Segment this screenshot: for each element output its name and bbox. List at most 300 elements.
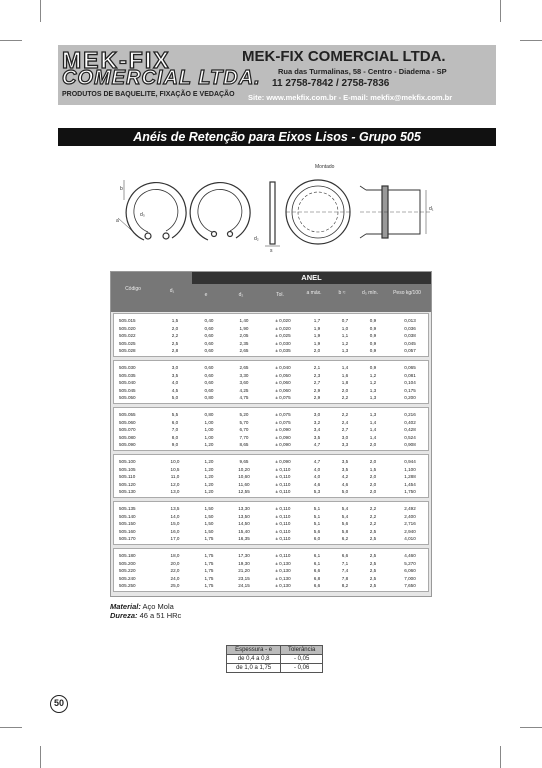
label-d2: d₂ <box>254 236 259 242</box>
table-row <box>114 529 430 535</box>
table-cell: 1,20 <box>204 474 214 479</box>
table-cell: 23,15 <box>238 575 250 581</box>
table-cell: 1,3 <box>341 348 349 353</box>
table-cell: ± 0,110 <box>275 506 291 511</box>
table-row <box>114 427 430 433</box>
table-cell: 2,7 <box>313 380 321 385</box>
table-cell: 5,1 <box>313 513 321 519</box>
row-group <box>113 313 429 357</box>
label-s: s <box>270 248 273 254</box>
table-cell: ± 0,110 <box>275 474 291 479</box>
table-cell: 1,750 <box>404 489 416 494</box>
table-row <box>114 459 430 465</box>
table-cell: ± 0,110 <box>275 521 291 526</box>
table-cell: 0,9 <box>369 318 377 323</box>
table-cell: 0,40 <box>204 318 214 323</box>
label-d3: d₃ <box>140 212 145 218</box>
table-cell: 0,175 <box>404 387 416 393</box>
table-cell: 505.040 <box>119 380 136 385</box>
table-cell: 4,010 <box>404 536 416 541</box>
table-cell: 505.025 <box>119 340 136 346</box>
table-cell: 1,454 <box>404 481 416 487</box>
table-cell: 4,25 <box>239 387 249 393</box>
table-cell: ± 0,060 <box>275 380 291 385</box>
table-cell: 505.150 <box>119 521 136 526</box>
row-group <box>113 454 429 498</box>
table-cell: 505.030 <box>119 365 136 370</box>
table-row <box>114 318 430 324</box>
table-cell: 505.120 <box>119 481 136 487</box>
table-row <box>114 521 430 527</box>
crop-mark <box>520 727 542 728</box>
table-cell: 3,5 <box>341 459 349 464</box>
table-cell: 2,0 <box>369 481 377 487</box>
table-cell: 505.020 <box>119 325 136 331</box>
table-cell: 11,0 <box>170 474 180 479</box>
table-cell: 2,4 <box>341 419 349 425</box>
tol-cell: de 0,4 a 0,8 <box>227 655 281 664</box>
table-cell: 505.200 <box>119 560 136 566</box>
table-row <box>114 506 430 512</box>
table-cell: 1,50 <box>204 513 214 519</box>
table-cell: ± 0,075 <box>275 412 291 417</box>
table-row <box>114 388 430 394</box>
table-cell: 0,60 <box>204 372 214 378</box>
table-cell: 1,2 <box>341 340 349 346</box>
table-row <box>114 514 430 520</box>
table-cell: 2,0 <box>369 474 377 479</box>
table-cell: 0,60 <box>204 325 214 331</box>
table-cell: 4,460 <box>404 553 416 558</box>
table-cell: ± 0,075 <box>275 395 291 400</box>
table-row <box>114 348 430 354</box>
table-row <box>114 489 430 495</box>
table-cell: 505.022 <box>119 333 136 338</box>
table-cell: 2,9 <box>313 387 321 393</box>
label-d1: d₁ <box>429 206 434 212</box>
col-codigo: Código <box>125 286 141 292</box>
table-cell: 2,2 <box>369 513 377 519</box>
table-cell: 1,4 <box>369 427 377 432</box>
table-cell: 0,60 <box>204 348 214 353</box>
table-cell: 1,90 <box>239 325 249 331</box>
table-cell: 0,80 <box>204 412 214 417</box>
table-cell: 2,65 <box>239 365 249 370</box>
table-cell: 3,2 <box>313 419 321 425</box>
table-cell: 12,55 <box>238 489 250 494</box>
retaining-ring-diagram <box>110 160 440 255</box>
table-cell: 17,0 <box>170 536 180 541</box>
table-cell: 4,0 <box>313 466 321 472</box>
table-cell: 21,20 <box>238 568 250 573</box>
table-cell: 2,0 <box>369 442 377 447</box>
table-cell: 13,30 <box>238 506 250 511</box>
crop-mark <box>40 746 41 768</box>
table-cell: 0,524 <box>404 434 416 440</box>
table-cell: 5,20 <box>239 412 249 417</box>
table-cell: 1,9 <box>313 325 321 331</box>
table-cell: 2,2 <box>369 506 377 511</box>
table-cell: 505.160 <box>119 528 136 534</box>
table-cell: ± 0,035 <box>275 348 291 353</box>
table-cell: 3,0 <box>341 434 349 440</box>
table-cell: 17,30 <box>238 553 250 558</box>
table-cell: 6,060 <box>404 568 416 573</box>
table-cell: 1,5 <box>171 318 179 323</box>
table-cell: 2,5 <box>369 536 377 541</box>
page-title: Anéis de Retenção para Eixos Lisos - Grupo 505 <box>58 128 496 146</box>
table-cell: 2,3 <box>313 372 321 378</box>
table-cell: ± 0,110 <box>275 536 291 541</box>
table-cell: 5,0 <box>171 395 179 400</box>
table-cell: 4,5 <box>171 387 179 393</box>
table-cell: 4,0 <box>313 474 321 479</box>
table-cell: 1,20 <box>204 459 214 464</box>
table-cell: 1,00 <box>204 427 214 432</box>
table-cell: 15,40 <box>238 528 250 534</box>
table-cell: 2,35 <box>239 340 249 346</box>
table-cell: 0,9 <box>369 340 377 346</box>
table-cell: 5,4 <box>341 506 349 511</box>
table-cell: 1,0 <box>341 325 349 331</box>
table-cell: ± 0,110 <box>275 466 291 472</box>
table-cell: 0,104 <box>404 380 416 385</box>
table-cell: 5,5 <box>171 412 179 417</box>
table-cell: ± 0,020 <box>275 325 291 331</box>
table-cell: 1,4 <box>369 434 377 440</box>
table-cell: 7,0 <box>171 427 179 432</box>
table-cell: 4,6 <box>313 481 321 487</box>
table-cell: 3,5 <box>171 372 179 378</box>
table-cell: 0,9 <box>369 365 377 370</box>
tol-header-tolerancia: Tolerância <box>281 646 323 655</box>
table-cell: 5,6 <box>313 528 321 534</box>
table-cell: 5,6 <box>341 521 349 526</box>
table-cell: 6,0 <box>313 536 321 541</box>
row-group <box>113 548 429 592</box>
row-group <box>113 501 429 545</box>
table-cell: 2,940 <box>404 528 416 534</box>
table-cell: 2,5 <box>369 583 377 588</box>
table-cell: 24,0 <box>170 575 180 581</box>
table-cell: 1,100 <box>404 466 416 472</box>
table-cell: ± 0,090 <box>275 427 291 432</box>
table-cell: ± 0,130 <box>275 583 291 588</box>
table-cell: 2,0 <box>341 387 349 393</box>
table-cell: 2,5 <box>171 340 179 346</box>
table-cell: 7,000 <box>404 575 416 581</box>
label-b: b <box>120 186 123 192</box>
table-cell: 4,0 <box>171 380 179 385</box>
table-cell: ± 0,090 <box>275 442 291 447</box>
table-cell: 5,270 <box>404 560 416 566</box>
table-cell: ± 0,050 <box>275 372 291 378</box>
table-cell: 5,1 <box>313 506 321 511</box>
table-cell: 10,5 <box>170 466 180 472</box>
table-cell: 0,428 <box>404 427 416 432</box>
table-cell: 5,8 <box>341 528 349 534</box>
table-cell: 10,60 <box>238 474 250 479</box>
table-cell: ± 0,025 <box>275 333 291 338</box>
table-cell: ± 0,130 <box>275 568 291 573</box>
tol-cell: - 0,06 <box>281 664 323 673</box>
table-cell: 2,7 <box>341 427 349 432</box>
table-cell: 505.130 <box>119 489 136 494</box>
company-phones: 11 2758-7842 / 2758-7836 <box>272 78 390 89</box>
table-cell: 2,5 <box>369 575 377 581</box>
table-row <box>114 568 430 574</box>
company-address: Rua das Turmalinas, 58 - Centro - Diadema - SP <box>278 67 447 76</box>
table-cell: 2,0 <box>369 459 377 464</box>
table-cell: 1,288 <box>404 474 416 479</box>
table-cell: 2,8 <box>171 348 179 353</box>
table-cell: 0,60 <box>204 387 214 393</box>
table-cell: 1,2 <box>369 380 377 385</box>
table-cell: 13,0 <box>170 489 180 494</box>
table-row <box>114 395 430 401</box>
table-row <box>114 482 430 488</box>
table-cell: ± 0,090 <box>275 459 291 464</box>
table-cell: 7,650 <box>404 583 416 588</box>
tol-header-espessura: Espessura - e <box>227 646 281 655</box>
table-cell: 2,5 <box>369 528 377 534</box>
table-cell: 3,30 <box>239 372 249 378</box>
table-cell: 0,60 <box>204 380 214 385</box>
table-cell: ± 0,130 <box>275 575 291 581</box>
tolerance-table <box>226 645 323 673</box>
table-cell: 0,402 <box>404 419 416 425</box>
table-cell: 24,15 <box>238 583 250 588</box>
table-cell: 0,013 <box>404 318 416 323</box>
table-row <box>114 553 430 559</box>
table-cell: 6,70 <box>239 427 249 432</box>
table-cell: 505.045 <box>119 387 136 393</box>
table-cell: 0,9 <box>369 325 377 331</box>
table-cell: 2,0 <box>171 325 179 331</box>
crop-mark <box>0 40 22 41</box>
ring-spec-table <box>110 271 432 597</box>
table-cell: 2,5 <box>369 568 377 573</box>
table-cell: 2,05 <box>239 333 249 338</box>
table-cell: 2,0 <box>369 489 377 494</box>
table-cell: ± 0,110 <box>275 553 291 558</box>
table-cell: 3,4 <box>313 427 321 432</box>
table-cell: ± 0,130 <box>275 560 291 566</box>
table-cell: 505.015 <box>119 318 136 323</box>
table-cell: 6,8 <box>313 575 321 581</box>
page-number: 50 <box>50 695 68 713</box>
table-cell: 1,20 <box>204 481 214 487</box>
table-cell: ± 0,110 <box>275 513 291 519</box>
table-cell: 6,6 <box>313 583 321 588</box>
table-cell: 4,2 <box>341 474 349 479</box>
table-cell: 0,200 <box>404 395 416 400</box>
table-cell: 1,50 <box>204 521 214 526</box>
company-web: Site: www.mekfix.com.br - E-mail: mekfix@mekfix.com.br <box>248 93 453 102</box>
table-cell: 5,70 <box>239 419 249 425</box>
table-cell: 1,75 <box>204 575 214 581</box>
table-cell: ± 0,060 <box>275 387 291 393</box>
table-cell: 505.070 <box>119 427 136 432</box>
table-cell: 6,1 <box>313 553 321 558</box>
table-row <box>114 583 430 589</box>
table-cell: 5,4 <box>341 513 349 519</box>
table-cell: 9,65 <box>239 459 249 464</box>
table-cell: 18,0 <box>170 553 180 558</box>
table-cell: 505.100 <box>119 459 136 464</box>
table-cell: 1,20 <box>204 489 214 494</box>
table-row <box>114 442 430 448</box>
table-cell: 6,0 <box>171 419 179 425</box>
table-cell: 2,5 <box>369 560 377 566</box>
table-cell: 505.060 <box>119 419 136 425</box>
table-cell: 0,60 <box>204 340 214 346</box>
table-cell: 7,4 <box>341 568 349 573</box>
table-cell: 1,4 <box>341 365 349 370</box>
table-cell: 1,75 <box>204 568 214 573</box>
col-d1: d₁ <box>169 288 175 294</box>
table-cell: 6,6 <box>313 568 321 573</box>
ring-outline <box>126 183 186 240</box>
table-cell: 4,7 <box>313 459 321 464</box>
col-d2: d₂ <box>238 292 244 298</box>
table-cell: 1,00 <box>204 419 214 425</box>
table-cell: 11,60 <box>238 481 250 487</box>
company-name: MEK-FIX COMERCIAL LTDA. <box>242 48 446 65</box>
table-cell: 0,045 <box>404 340 416 346</box>
table-cell: 2,2 <box>369 521 377 526</box>
table-cell: 1,3 <box>369 412 377 417</box>
table-cell: 505.080 <box>119 434 136 440</box>
table-cell: 1,5 <box>369 466 377 472</box>
table-cell: 6,6 <box>341 553 349 558</box>
table-row <box>114 474 430 480</box>
table-cell: 6,1 <box>313 560 321 566</box>
material-info <box>110 602 181 620</box>
table-cell: 1,20 <box>204 442 214 447</box>
table-cell: 3,5 <box>341 466 349 472</box>
table-cell: 505.090 <box>119 442 136 447</box>
table-row <box>114 326 430 332</box>
table-cell: ± 0,110 <box>275 489 291 494</box>
table-cell: 0,036 <box>404 325 416 331</box>
table-cell: 505.180 <box>119 553 136 558</box>
table-cell: 8,0 <box>171 434 179 440</box>
table-cell: 505.050 <box>119 395 136 400</box>
table-cell: 1,50 <box>204 528 214 534</box>
table-cell: 5,0 <box>341 489 349 494</box>
table-row <box>114 373 430 379</box>
table-cell: 7,70 <box>239 434 249 440</box>
table-cell: 505.140 <box>119 513 136 519</box>
table-cell: 1,50 <box>204 506 214 511</box>
crop-mark <box>40 0 41 22</box>
table-cell: 2,5 <box>369 553 377 558</box>
table-cell: 5,3 <box>313 489 321 494</box>
col-a: a máx. <box>306 290 322 296</box>
table-cell: 2,2 <box>171 333 179 338</box>
company-header <box>58 45 496 105</box>
table-cell: 1,1 <box>341 333 349 338</box>
label-a: a <box>116 218 119 224</box>
table-cell: 0,908 <box>404 442 416 447</box>
label-montado: Montado <box>315 164 335 170</box>
table-cell: 0,60 <box>204 333 214 338</box>
table-cell: 7,8 <box>341 575 349 581</box>
table-row <box>114 341 430 347</box>
table-cell: ± 0,020 <box>275 318 291 323</box>
table-cell: ± 0,030 <box>275 340 291 346</box>
table-cell: 0,7 <box>341 318 349 323</box>
table-cell: 505.170 <box>119 536 136 541</box>
table-cell: 19,30 <box>238 560 250 566</box>
table-cell: 1,3 <box>369 387 377 393</box>
table-cell: 2,2 <box>341 395 349 400</box>
table-cell: 13,5 <box>170 506 180 511</box>
logo-mekfix: MEK-FIX <box>62 47 171 73</box>
table-cell: 1,4 <box>369 419 377 425</box>
anel-header: ANEL <box>192 272 431 284</box>
table-row <box>114 536 430 542</box>
table-cell: 505.105 <box>119 466 136 472</box>
col-e: e <box>204 292 208 298</box>
tol-cell: - 0,05 <box>281 655 323 664</box>
table-cell: ± 0,090 <box>275 434 291 440</box>
table-cell: 9,0 <box>171 442 179 447</box>
row-group <box>113 360 429 404</box>
table-cell: 0,057 <box>404 348 416 353</box>
table-cell: 1,75 <box>204 583 214 588</box>
table-row <box>114 435 430 441</box>
table-cell: 2,2 <box>341 412 349 417</box>
table-cell: 3,0 <box>171 365 179 370</box>
table-cell: 10,0 <box>170 459 180 464</box>
table-cell: 1,9 <box>313 340 321 346</box>
table-row <box>114 380 430 386</box>
logo-comercial: COMERCIAL LTDA. <box>62 67 261 89</box>
table-row <box>114 561 430 567</box>
table-cell: 3,0 <box>313 412 321 417</box>
table-cell: 1,7 <box>313 318 321 323</box>
table-cell: 2,400 <box>404 513 416 519</box>
row-group <box>113 407 429 451</box>
table-cell: 6,2 <box>341 536 349 541</box>
table-cell: 14,50 <box>238 521 250 526</box>
table-cell: 4,75 <box>239 395 249 400</box>
table-cell: 20,0 <box>170 560 180 566</box>
table-cell: 505.110 <box>119 474 136 479</box>
table-row <box>114 412 430 418</box>
table-cell: 0,80 <box>204 395 214 400</box>
table-row <box>114 365 430 371</box>
table-cell: 2,716 <box>404 521 416 526</box>
table-cell: 505.055 <box>119 412 136 417</box>
table-cell: 4,7 <box>313 442 321 447</box>
table-cell: 1,6 <box>341 372 349 378</box>
table-cell: 7,1 <box>341 560 349 566</box>
table-cell: 505.035 <box>119 372 136 378</box>
table-cell: 505.135 <box>119 506 136 511</box>
table-cell: ± 0,075 <box>275 419 291 425</box>
dureza-label: Dureza: <box>110 611 138 620</box>
table-cell: 22,0 <box>170 568 180 573</box>
table-cell: 3,5 <box>313 434 321 440</box>
table-cell: 1,9 <box>313 333 321 338</box>
table-cell: 1,20 <box>204 466 214 472</box>
table-cell: 1,2 <box>369 372 377 378</box>
crop-mark <box>500 746 501 768</box>
table-cell: 16,35 <box>238 536 250 541</box>
